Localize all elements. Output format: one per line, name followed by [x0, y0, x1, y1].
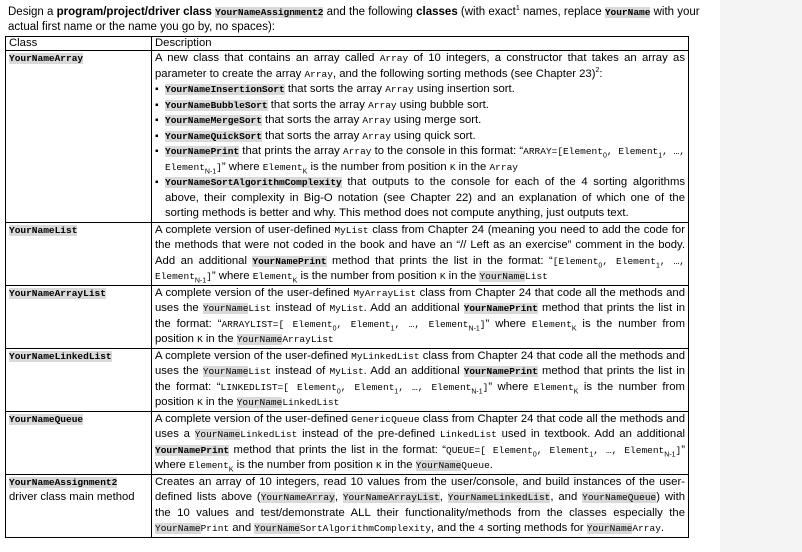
desc-text: . Add an additional: [363, 302, 464, 314]
desc-text: of 10 integers, a constructor that takes an array as parameter to create the array: [155, 52, 685, 80]
desc-text: using merge sort.: [390, 114, 482, 126]
subscript: 0: [532, 450, 537, 458]
classes-table: [5, 36, 689, 538]
method-name: YourNameBubbleSort: [165, 99, 268, 111]
method-name: YourNameInsertionSort: [165, 84, 285, 95]
code-text: YourName: [155, 523, 201, 534]
desc-text: :: [599, 67, 603, 80]
code-text: , …, Element: [155, 255, 685, 282]
class-cell: [6, 51, 152, 223]
code-text: LINKEDLIST=[ Element: [220, 381, 337, 393]
class-subtitle: driver class main method: [9, 491, 135, 503]
desc-text: .: [489, 459, 493, 471]
footnote-marker: 1: [515, 5, 520, 13]
code-text: MyList: [334, 224, 369, 236]
class-cell: [6, 411, 152, 474]
subscript: K: [302, 167, 308, 175]
desc-text: class from Chapter 24 (meaning you need to add the code for the methods that were not coded in the book and have an “// Left as an exercise” comment in the body. Add an additional: [155, 223, 685, 267]
desc-text: ” where: [211, 270, 253, 282]
class-name: YourNameArrayList: [9, 287, 106, 299]
description-cell: [152, 222, 689, 285]
code-text: K: [449, 161, 456, 173]
subscript: 1: [394, 387, 399, 395]
desc-text: A complete version of the user-defined: [155, 412, 352, 425]
code-text: Array: [368, 99, 397, 111]
code-text: YourName: [479, 271, 526, 282]
code-text: , …, Element: [398, 381, 472, 393]
code-text: Array: [362, 115, 391, 126]
class-name: YourNameQueue: [9, 413, 84, 425]
table-row: [6, 222, 689, 285]
code-text: , …, Element: [394, 318, 469, 330]
code-text: YourNameArray: [260, 492, 335, 503]
code-text: YourName: [194, 429, 241, 440]
desc-text: class from Chapter 24 that code all the methods and uses the: [155, 286, 685, 314]
subscript: N-1: [194, 277, 207, 285]
code-text: Array: [632, 523, 661, 534]
desc-text: A complete version of user-defined: [155, 223, 335, 236]
code-text: GenericQueue: [351, 413, 420, 425]
code-text: Element: [262, 161, 303, 173]
code-text: , …, Element: [593, 444, 665, 456]
desc-text: in the: [202, 333, 237, 345]
desc-text: , and the: [431, 522, 479, 534]
list-item: [155, 144, 685, 175]
desc-text: that sorts the array: [261, 114, 363, 126]
list-item: [155, 113, 685, 129]
code-text: K: [376, 460, 382, 471]
class-cell: [6, 474, 152, 537]
code-text: YourName: [254, 523, 300, 534]
list-item: [155, 82, 685, 98]
description-cell: [152, 474, 689, 537]
code-text: Array: [304, 68, 333, 80]
code-text: K: [439, 271, 446, 282]
code-text: YourNameLinkedList: [447, 492, 551, 503]
desc-text: using insertion sort.: [413, 83, 515, 95]
desc-text: method that prints the list in the format: “: [326, 254, 553, 267]
code-text: SortAlgorithmComplexity: [299, 523, 431, 534]
code-text: , Element: [606, 146, 659, 157]
code-text: Array: [489, 161, 518, 173]
method-name: YourNamePrint: [155, 444, 230, 456]
intro-bold: program/project/driver class: [56, 6, 212, 18]
desc-text: ” where: [221, 160, 263, 173]
code-text: ]: [479, 318, 486, 330]
code-text: Queue: [461, 460, 490, 471]
code-text: ]: [216, 161, 222, 173]
desc-text: ) with the 10 values and test/demonstrate ALL their functionality/methods from the classes especially the: [155, 491, 685, 519]
table-header-row: [6, 37, 689, 51]
footnote-marker: 2: [595, 66, 600, 74]
subscript: N-1: [204, 167, 217, 175]
code-text: ARRAY=[Element: [523, 146, 603, 157]
method-name: YourNamePrint: [165, 146, 240, 157]
desc-text: is the number from position: [297, 270, 440, 282]
subscript: 1: [589, 450, 594, 458]
class-name: YourNameList: [9, 224, 78, 236]
code-text: LinkedList: [439, 429, 497, 440]
method-name: YourNamePrint: [252, 255, 327, 267]
method-name: YourNameSortAlgorithmComplexity: [165, 177, 342, 188]
code-text: LinkedList: [282, 397, 340, 408]
desc-text: that outputs to the console for each of the 4 sorting algorithms above, their complexity in Big-O notation (see Chapter 22) and an explanation of which one of the sorting methods is better and why. This method does not compute anything, just outputs text.: [165, 176, 685, 219]
desc-text: sorting methods for: [483, 522, 587, 534]
method-name: YourNamePrint: [463, 366, 538, 377]
code-text: Element: [533, 381, 574, 393]
desc-text: class from Chapter 24 that code all the methods and uses the: [155, 349, 685, 377]
desc-text: ,: [334, 491, 343, 503]
intro-code: YourNameAssignment2: [215, 7, 324, 18]
desc-text: is the number from position: [155, 380, 685, 408]
list-item: [155, 98, 685, 114]
intro-bold: classes: [416, 6, 458, 18]
table-row: [6, 348, 689, 411]
code-text: K: [197, 397, 203, 408]
desc-text: A complete version of the user-defined: [155, 349, 352, 362]
desc-text: that sorts the array: [267, 98, 369, 111]
desc-text: ” where: [488, 380, 534, 393]
desc-text: ” where: [155, 443, 686, 471]
code-text: Array: [342, 146, 372, 157]
code-text: ]: [482, 381, 489, 393]
desc-text: that sorts the array: [284, 83, 386, 95]
intro-text: Design a: [8, 6, 57, 18]
code-text: YourNameArrayList: [342, 492, 440, 503]
desc-text: A complete version of the user-defined: [155, 286, 354, 299]
code-text: 4: [478, 523, 484, 534]
desc-text: and: [229, 522, 255, 534]
subscript: K: [292, 277, 298, 285]
code-text: Element: [531, 318, 572, 330]
desc-text: A new class that contains an array called: [155, 52, 380, 64]
subscript: 0: [332, 324, 337, 332]
list-item: [155, 175, 685, 222]
code-text: Element: [188, 460, 229, 471]
code-text: MyLinkedList: [351, 350, 420, 362]
desc-text: method that prints the list in the format: “: [155, 365, 685, 393]
code-text: YourName: [236, 334, 283, 345]
code-text: Element: [252, 271, 293, 282]
desc-text: in the: [455, 160, 490, 173]
subscript: 0: [598, 261, 603, 269]
code-text: YourNameQueue: [582, 492, 657, 503]
code-text: ]: [675, 444, 682, 456]
subscript: 1: [658, 152, 663, 160]
description-cell: [152, 285, 689, 348]
intro-text: with your actual first name or the name you go by, no spaces):: [8, 6, 700, 33]
code-text: K: [197, 334, 203, 345]
class-name: YourNameArray: [9, 53, 84, 64]
class-cell: [6, 348, 152, 411]
intro-code: YourName: [604, 7, 651, 18]
desc-text: in the: [381, 459, 416, 471]
desc-text: to the console in this format: “: [371, 145, 524, 157]
subscript: K: [228, 466, 234, 474]
desc-text: .: [660, 522, 665, 534]
code-text: , Element: [602, 255, 656, 267]
subscript: 0: [336, 387, 341, 395]
desc-text: is the number from position: [233, 459, 377, 471]
table-row: [6, 285, 689, 348]
desc-text: using bubble sort.: [396, 98, 489, 111]
description-cell: [152, 348, 689, 411]
desc-text: instead of: [271, 365, 330, 377]
code-text: ]: [206, 271, 212, 282]
code-text: ArrayList: [282, 334, 334, 345]
description-cell: [152, 51, 689, 223]
header-description: Description: [152, 37, 689, 51]
code-text: LinkedList: [240, 429, 298, 440]
code-text: List: [248, 366, 272, 377]
subscript: N-1: [471, 387, 483, 395]
class-cell: [6, 222, 152, 285]
code-text: YourName: [415, 460, 462, 471]
class-cell: [6, 285, 152, 348]
code-text: ARRAYLIST=[ Element: [221, 318, 333, 330]
code-text: YourName: [586, 523, 633, 534]
desc-text: that sorts the array: [261, 129, 363, 142]
code-text: YourName: [202, 366, 249, 377]
desc-text: in the: [202, 396, 237, 408]
intro-text: and the following: [323, 6, 417, 18]
method-name: YourNameMergeSort: [165, 115, 262, 126]
code-text: Print: [200, 523, 230, 534]
list-item: [155, 129, 685, 145]
class-name: YourNameLinkedList: [9, 350, 112, 362]
desc-text: ” where: [485, 317, 532, 330]
subscript: 1: [390, 324, 395, 332]
code-text: List: [248, 303, 272, 314]
description-cell: [152, 411, 689, 474]
subscript: N-1: [468, 324, 480, 332]
code-text: YourName: [202, 303, 249, 314]
code-text: , Element: [340, 381, 395, 393]
desc-text: is the number from position: [155, 317, 685, 345]
desc-text: using quick sort.: [390, 129, 476, 142]
desc-text: Creates an array of 10 integers, read 10 values from the user/console, and build instances of the user-defined lists above (: [155, 475, 685, 503]
code-text: [Element: [552, 255, 599, 267]
desc-text: instead of the pre-defined: [297, 428, 440, 440]
code-text: , Element: [336, 318, 391, 330]
method-name: YourNamePrint: [463, 303, 538, 314]
table-row: [6, 51, 689, 223]
subscript: K: [573, 387, 579, 395]
intro-text: (with exact: [457, 6, 516, 18]
desc-text: is the number from position: [307, 160, 450, 173]
desc-text: method that prints the list in the format: “: [155, 302, 685, 330]
intro-text: names, replace: [519, 6, 605, 18]
desc-text: instead of: [271, 302, 330, 314]
desc-text: method that prints the list in the format: “: [229, 443, 447, 456]
subscript: 1: [655, 261, 660, 269]
desc-text: . Add an additional: [363, 365, 464, 377]
code-text: YourName: [236, 397, 283, 408]
desc-text: that prints the array: [239, 145, 343, 157]
desc-text: in the: [445, 270, 480, 282]
desc-text: ,: [439, 491, 448, 503]
class-name: YourNameAssignment2: [9, 476, 118, 488]
code-text: List: [525, 271, 548, 282]
subscript: N-1: [664, 450, 676, 458]
code-text: Array: [385, 84, 414, 95]
intro-paragraph: [8, 5, 708, 35]
table-row: [6, 411, 689, 474]
code-text: , …, Element: [165, 146, 685, 173]
subscript: K: [571, 324, 577, 332]
subscript: 0: [602, 152, 607, 160]
code-text: , Element: [536, 444, 590, 456]
desc-text: , and: [550, 491, 583, 503]
code-text: Array: [362, 130, 391, 142]
method-name: YourNameQuickSort: [165, 130, 262, 142]
desc-text: class from Chapter 24 that code all the methods and uses a: [155, 412, 685, 440]
header-class: Class: [6, 37, 152, 51]
table-row: [6, 474, 689, 537]
desc-text: used in textbook. Add an additional: [496, 428, 685, 440]
code-text: QUEUE=[ Element: [446, 444, 533, 456]
code-text: MyList: [329, 366, 364, 377]
code-text: MyList: [329, 303, 364, 314]
code-text: MyArrayList: [353, 287, 417, 299]
code-text: Array: [379, 53, 409, 64]
desc-text: , and the following sorting methods (see Chapter 23): [332, 67, 596, 80]
